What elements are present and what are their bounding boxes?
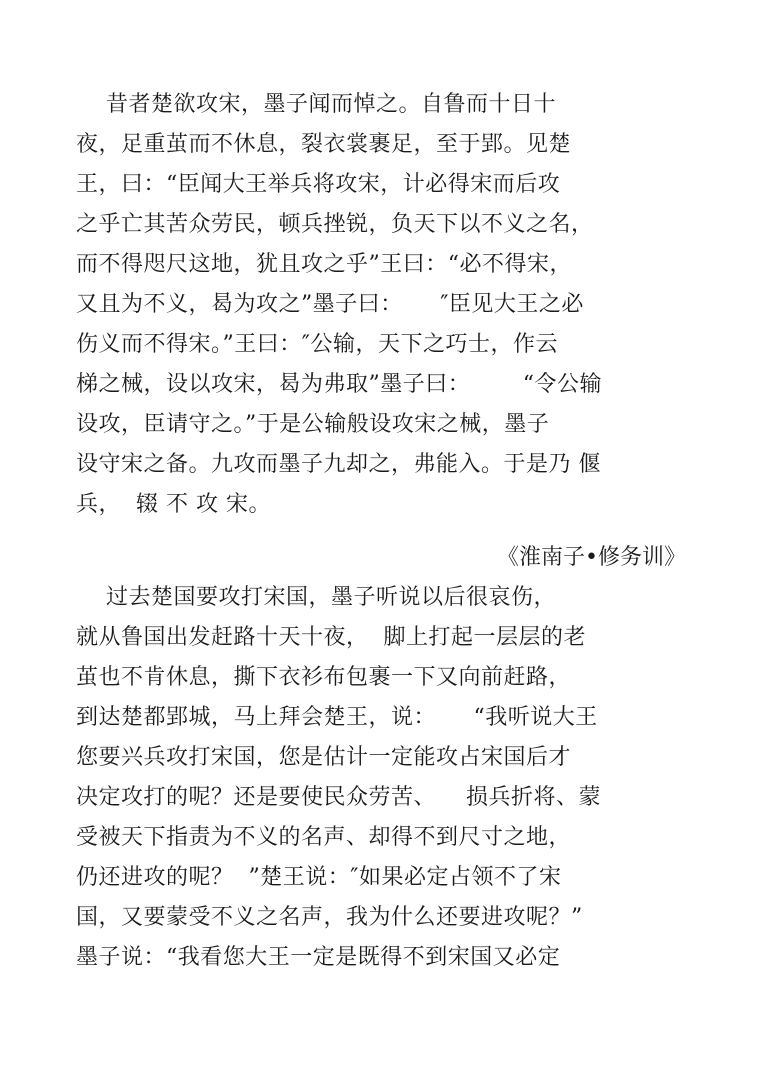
classical-line-9: 设攻，臣请守之。”于是公输般设攻宋之械，墨子 <box>76 412 550 437</box>
translation-line-4: 到达楚都郢城，马上拜会楚王，说： “我听说大王 <box>76 705 598 730</box>
translation-line-10: 墨子说：“我看您大王一定是既得不到宋国又必定 <box>76 945 561 970</box>
classical-line-2: 夜，足重茧而不休息，裂衣裳裹足，至于郢。见楚 <box>76 132 572 157</box>
translation-line-8: 仍还进攻的呢？ ”楚王说：″如果必定占领不了宋 <box>76 865 562 890</box>
translation-line-2: 就从鲁国出发赶路十天十夜， 脚上打起一层层的老 <box>76 625 586 650</box>
translation-line-6: 决定攻打的呢？还是要使民众劳苦、 损兵折将、蒙 <box>76 785 601 810</box>
classical-line-5: 而不得咫尺这地，犹且攻之乎”王曰：“必不得宋， <box>76 252 572 277</box>
classical-line-1: 昔者楚欲攻宋，墨子闻而悼之。自鲁而十日十 <box>76 92 556 117</box>
classical-line-8: 梯之械，设以攻宋，曷为弗取”墨子曰： “令公输 <box>76 372 602 397</box>
translation-line-9: 国，又要蒙受不义之名声，我为什么还要进攻呢？” <box>76 905 583 930</box>
translation-line-3: 茧也不肯休息，撕下衣衫布包裹一下又向前赶路， <box>76 665 572 690</box>
classical-line-10: 设守宋之备。九攻而墨子九却之，弗能入。于是乃 偃 <box>76 452 601 477</box>
classical-line-4: 之乎亡其苦众劳民，顿兵挫锐，负天下以不义之名， <box>76 212 594 237</box>
classical-line-3: 王，曰：“臣闻大王举兵将攻宋，计必得宋而后攻 <box>76 172 561 197</box>
classical-line-11: 兵， 辍 不 攻 宋。 <box>76 492 271 517</box>
translation-line-7: 受被天下指责为不义的名声、却得不到尺寸之地， <box>76 825 572 850</box>
classical-line-7: 伤义而不得宋。”王曰：″公输，天下之巧士，作云 <box>76 332 558 357</box>
classical-line-6: 又且为不义，曷为攻之”墨子曰： ″臣见大王之必 <box>76 292 584 317</box>
translation-line-5: 您要兴兵攻打宋国，您是估计一定能攻占宋国后才 <box>76 745 572 770</box>
translation-line-1: 过去楚国要攻打宋国，墨子听说以后很哀伤， <box>76 585 556 610</box>
source-citation: 《淮南子•修务训》 <box>497 545 686 570</box>
